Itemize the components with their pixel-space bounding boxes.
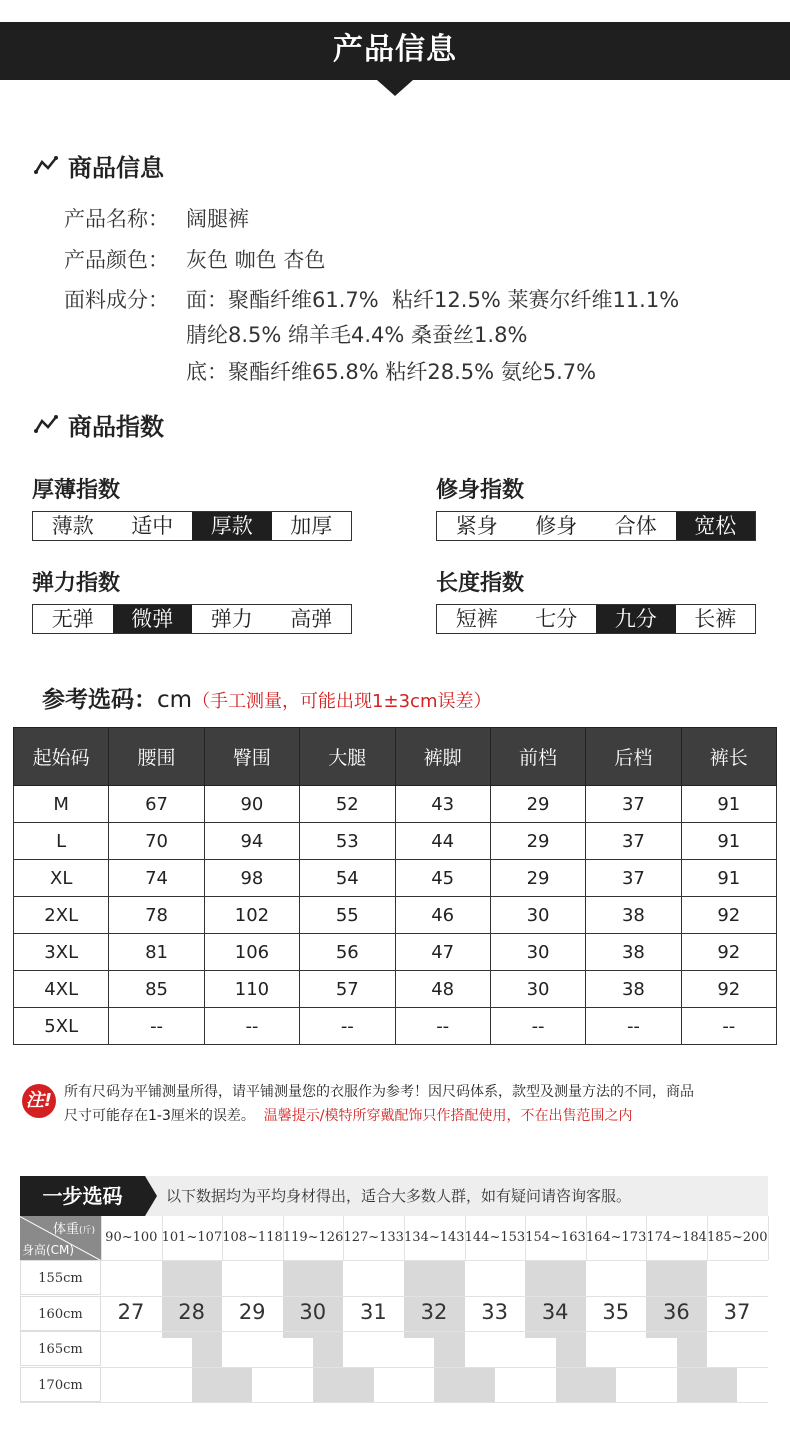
- info-label: 产品颜色：: [64, 248, 169, 272]
- size-value-cell: 29: [490, 786, 585, 823]
- one-step-label: 一步选码: [20, 1176, 145, 1216]
- size-value-cell: 29: [490, 860, 585, 897]
- size-value-cell: 94: [204, 823, 299, 860]
- grid-corner: [20, 1216, 101, 1260]
- weight-header: 90~100: [105, 1230, 158, 1245]
- index-title-length: 长度指数: [436, 571, 525, 596]
- size-value-cell: 37: [586, 823, 681, 860]
- index-option: 薄款: [51, 514, 94, 538]
- size-value-cell: 56: [300, 934, 395, 971]
- size-number: 31: [360, 1299, 387, 1324]
- table-row: [14, 897, 777, 934]
- product-info-heading: [34, 149, 164, 181]
- size-value-cell: 81: [109, 934, 204, 971]
- index-bar-length: [436, 604, 756, 634]
- index-title-elasticity: 弹力指数: [32, 571, 121, 596]
- size-value-cell: 46: [395, 897, 490, 934]
- index-option-selected: 宽松: [676, 512, 756, 540]
- table-row: [14, 860, 777, 897]
- size-label-cell: 3XL: [14, 934, 109, 971]
- corner-weight-label: [53, 1218, 95, 1237]
- weight-header: 144~153: [464, 1230, 526, 1245]
- size-value-cell: --: [586, 1008, 681, 1045]
- index-title-thickness: 厚薄指数: [32, 478, 121, 503]
- size-value-cell: 38: [586, 971, 681, 1008]
- size-number: 27: [117, 1299, 145, 1324]
- size-label-cell: XL: [14, 860, 109, 897]
- size-value-cell: --: [300, 1008, 395, 1045]
- size-band: [707, 1367, 737, 1403]
- grid-line: [768, 1216, 769, 1260]
- size-reference-title: [42, 681, 491, 714]
- size-band: [556, 1338, 586, 1402]
- corner-height-label: 身高(CM): [22, 1243, 75, 1257]
- corner-weight-unit: (斤): [78, 1226, 95, 1236]
- size-value-cell: 45: [395, 860, 490, 897]
- size-band: [313, 1338, 343, 1402]
- index-heading-text: 商品指数: [68, 412, 164, 441]
- size-value-cell: --: [490, 1008, 585, 1045]
- size-value-cell: 29: [490, 823, 585, 860]
- table-row: [14, 1008, 777, 1045]
- size-band: [586, 1367, 616, 1403]
- info-row-color: [64, 242, 186, 278]
- weight-header: 154~163: [525, 1230, 586, 1245]
- size-value-cell: 53: [300, 823, 395, 860]
- size-number: 37: [723, 1299, 751, 1324]
- size-label-cell: 4XL: [14, 971, 109, 1008]
- size-value-cell: 91: [681, 786, 776, 823]
- zigzag-icon: [34, 154, 60, 176]
- size-value-cell: 37: [586, 786, 681, 823]
- size-value-cell: 38: [586, 934, 681, 971]
- size-value-cell: 37: [586, 860, 681, 897]
- banner-arrow-icon: [377, 80, 413, 96]
- product-info-heading-text: 商品信息: [68, 153, 164, 182]
- info-label: 产品名称：: [64, 207, 169, 231]
- info-label: 面料成分：: [64, 288, 169, 312]
- size-label-cell: 5XL: [14, 1008, 109, 1045]
- size-reference-label: 参考选码：: [42, 687, 157, 713]
- notice-icon: 注!: [22, 1084, 56, 1118]
- size-number: 28: [178, 1299, 205, 1324]
- size-value-cell: --: [681, 1008, 776, 1045]
- size-header-cell: 裤脚: [395, 728, 490, 786]
- one-step-grid: [20, 1216, 768, 1402]
- index-title-fit: 修身指数: [436, 478, 525, 503]
- size-value-cell: 67: [109, 786, 204, 823]
- grid-line: [20, 1260, 768, 1261]
- size-value-cell: --: [204, 1008, 299, 1045]
- index-bar-elasticity: [32, 604, 352, 634]
- size-number: 29: [238, 1299, 266, 1324]
- size-value-cell: --: [395, 1008, 490, 1045]
- info-value-fabric: 面：聚酯纤维61.7% 粘纤12.5% 莱赛尔纤维11.1%: [186, 288, 680, 312]
- height-label: 160cm: [20, 1296, 101, 1331]
- size-number: 32: [420, 1299, 448, 1324]
- height-label: 170cm: [20, 1367, 101, 1402]
- table-row: [14, 971, 777, 1008]
- index-option: 无弹: [51, 607, 94, 631]
- size-label-cell: 2XL: [14, 897, 109, 934]
- index-option: 合体: [614, 514, 657, 538]
- height-label: 155cm: [20, 1260, 101, 1295]
- size-value-cell: 106: [204, 934, 299, 971]
- notice-line-2: [64, 1105, 633, 1125]
- size-value-cell: 30: [490, 934, 585, 971]
- info-row-fabric: [64, 282, 186, 318]
- size-number: 35: [602, 1299, 630, 1324]
- zigzag-icon: [34, 413, 60, 435]
- corner-weight-text: 体重: [52, 1222, 79, 1237]
- size-value-cell: 48: [395, 971, 490, 1008]
- size-value-cell: 74: [109, 860, 204, 897]
- index-option: 弹力: [210, 607, 253, 631]
- index-option: 短裤: [455, 607, 498, 631]
- size-label-cell: M: [14, 786, 109, 823]
- size-value-cell: 92: [681, 971, 776, 1008]
- one-step-text: 以下数据均为平均身材得出，适合大多数人群，如有疑问请咨询客服。: [166, 1187, 632, 1205]
- index-bar-fit: [436, 511, 756, 541]
- size-band: [343, 1367, 373, 1403]
- size-band: [677, 1338, 707, 1402]
- size-reference-unit: cm: [157, 687, 193, 713]
- size-value-cell: --: [109, 1008, 204, 1045]
- info-row-name: [64, 201, 186, 237]
- banner-title: 产品信息: [333, 32, 457, 67]
- index-option: 修身: [535, 514, 578, 538]
- grid-line: [20, 1402, 768, 1403]
- index-option-selected: 厚款: [192, 512, 272, 540]
- grid-line: [20, 1331, 768, 1332]
- weight-header: 119~126: [282, 1230, 344, 1245]
- weight-header: 174~184: [646, 1230, 707, 1245]
- size-value-cell: 44: [395, 823, 490, 860]
- size-value-cell: 78: [109, 897, 204, 934]
- weight-header: 164~173: [585, 1230, 647, 1245]
- size-number: 36: [663, 1299, 690, 1324]
- size-value-cell: 92: [681, 934, 776, 971]
- header-banner: [0, 22, 790, 80]
- size-header-cell: 起始码: [14, 728, 109, 786]
- one-step-bar: [20, 1176, 768, 1216]
- index-option: 加厚: [290, 514, 333, 538]
- info-value-color: 灰色 咖色 杏色: [186, 248, 326, 272]
- weight-header: 134~143: [404, 1230, 465, 1245]
- notice-warm-tip: 温馨提示/模特所穿戴配饰只作搭配使用，不在出售范围之内: [263, 1108, 633, 1124]
- size-table: [13, 727, 777, 1045]
- grid-line: [20, 1367, 768, 1368]
- size-value-cell: 52: [300, 786, 395, 823]
- size-value-cell: 55: [300, 897, 395, 934]
- index-option-selected: 九分: [596, 605, 676, 633]
- size-header-cell: 裤长: [681, 728, 776, 786]
- size-value-cell: 91: [681, 860, 776, 897]
- index-option: 高弹: [290, 607, 333, 631]
- size-header-cell: 后档: [586, 728, 681, 786]
- size-header-cell: 大腿: [300, 728, 395, 786]
- size-table-header: [14, 728, 777, 786]
- size-value-cell: 98: [204, 860, 299, 897]
- index-heading: [34, 408, 164, 440]
- weight-header: 127~133: [343, 1230, 404, 1245]
- index-bar-thickness: [32, 511, 352, 541]
- weight-header: 101~107: [161, 1230, 223, 1245]
- index-option: 七分: [535, 607, 578, 631]
- size-value-cell: 43: [395, 786, 490, 823]
- table-row: [14, 823, 777, 860]
- size-value-cell: 30: [490, 897, 585, 934]
- info-value-fabric-3: 底：聚酯纤维65.8% 粘纤28.5% 氨纶5.7%: [186, 360, 597, 384]
- size-value-cell: 110: [204, 971, 299, 1008]
- info-value-name: 阔腿裤: [186, 207, 249, 231]
- height-label: 165cm: [20, 1331, 101, 1366]
- size-band: [465, 1367, 495, 1403]
- weight-header: 185~200: [707, 1230, 768, 1245]
- table-row: [14, 934, 777, 971]
- index-option-selected: 微弹: [113, 605, 193, 633]
- notice-line-2-text: 尺寸可能存在1-3厘米的误差。: [64, 1108, 255, 1124]
- size-header-cell: 前档: [490, 728, 585, 786]
- size-band: [434, 1338, 464, 1402]
- size-number: 34: [541, 1299, 569, 1324]
- size-value-cell: 85: [109, 971, 204, 1008]
- size-number: 30: [299, 1299, 327, 1324]
- size-value-cell: 54: [300, 860, 395, 897]
- index-option: 适中: [131, 514, 174, 538]
- size-header-cell: 腰围: [109, 728, 204, 786]
- size-value-cell: 47: [395, 934, 490, 971]
- size-value-cell: 91: [681, 823, 776, 860]
- size-value-cell: 70: [109, 823, 204, 860]
- index-option: 长裤: [694, 607, 737, 631]
- size-header-cell: 臀围: [204, 728, 299, 786]
- size-band: [192, 1338, 222, 1402]
- size-label-cell: L: [14, 823, 109, 860]
- notice-line-1: 所有尺码为平铺测量所得，请平铺测量您的衣服作为参考！因尺码体系，款型及测量方法的不同，商品: [64, 1084, 694, 1100]
- size-value-cell: 30: [490, 971, 585, 1008]
- size-value-cell: 90: [204, 786, 299, 823]
- size-number: 33: [481, 1299, 508, 1324]
- grid-line: [20, 1296, 768, 1297]
- size-reference-note: （手工测量，可能出现1±3cm误差）: [192, 691, 492, 712]
- table-row: [14, 786, 777, 823]
- info-value-fabric-2: 腈纶8.5% 绵羊毛4.4% 桑蚕丝1.8%: [186, 323, 528, 347]
- weight-header: 108~118: [222, 1230, 283, 1245]
- size-value-cell: 92: [681, 897, 776, 934]
- size-band: [222, 1367, 252, 1403]
- index-option: 紧身: [455, 514, 498, 538]
- size-value-cell: 102: [204, 897, 299, 934]
- size-value-cell: 38: [586, 897, 681, 934]
- size-value-cell: 57: [300, 971, 395, 1008]
